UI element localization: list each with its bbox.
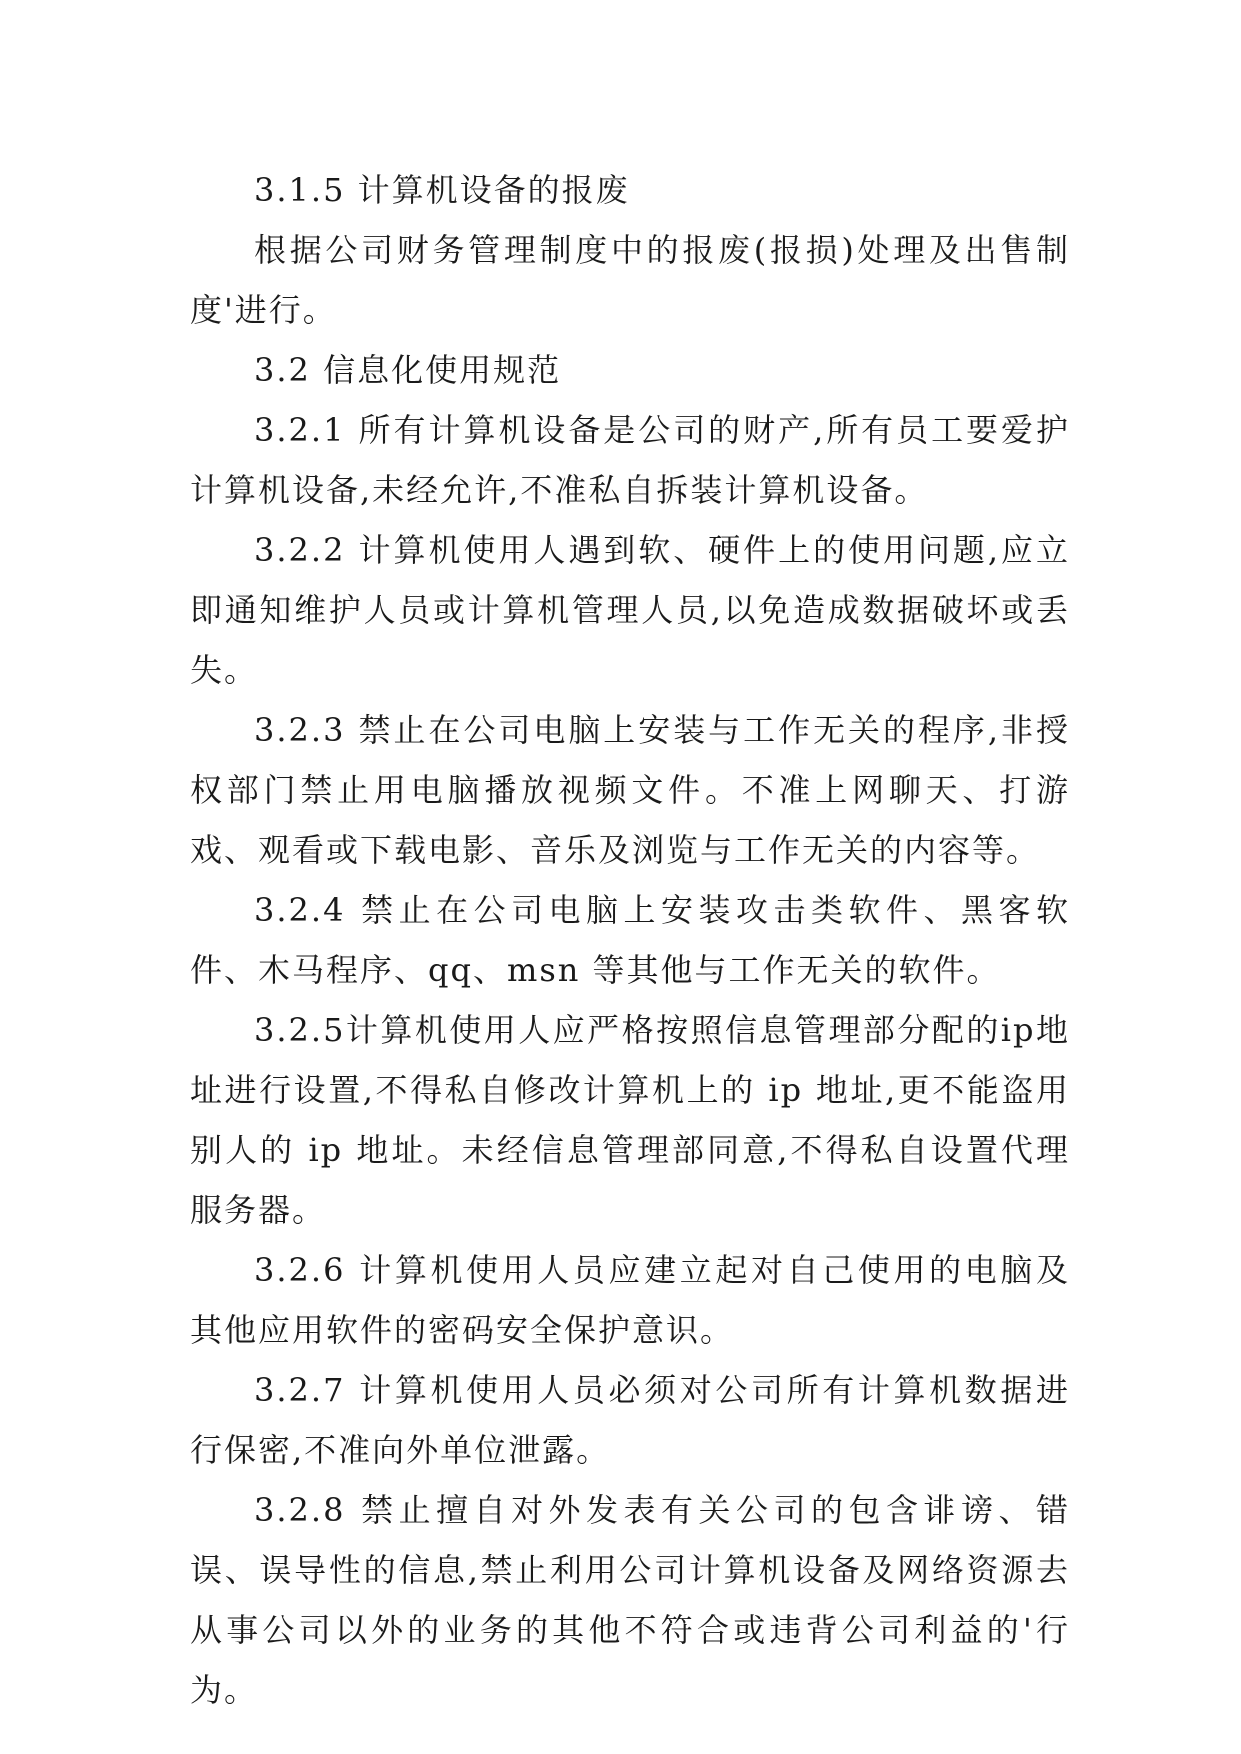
section-heading-3-1-5: 3.1.5 计算机设备的报废: [254, 171, 630, 209]
paragraph-3-2-6: 3.2.6 计算机使用人员应建立起对自己使用的电脑及其他应用软件的密码安全保护意识。: [190, 1251, 1070, 1349]
paragraph-3-2-8: 3.2.8 禁止擅自对外发表有关公司的包含诽谤、错误、误导性的信息,禁止利用公司计算机设备及网络资源去从事公司以外的业务的其他不符合或违背公司利益的'行为。: [190, 1491, 1070, 1709]
document-body: [190, 160, 1070, 1720]
paragraph-scrap-policy: 根据公司财务管理制度中的报废(报损)处理及出售制度'进行。: [190, 231, 1070, 329]
paragraph-3-2-4: 3.2.4 禁止在公司电脑上安装攻击类软件、黑客软件、木马程序、qq、msn 等其他与工作无关的软件。: [190, 891, 1070, 989]
paragraph-3-2-3: 3.2.3 禁止在公司电脑上安装与工作无关的程序,非授权部门禁止用电脑播放视频文件。不准上网聊天、打游戏、观看或下载电影、音乐及浏览与工作无关的内容等。: [190, 711, 1070, 869]
paragraph-3-2-7: 3.2.7 计算机使用人员必须对公司所有计算机数据进行保密,不准向外单位泄露。: [190, 1371, 1070, 1469]
paragraph-3-2-5: 3.2.5计算机使用人应严格按照信息管理部分配的ip地址进行设置,不得私自修改计算机上的 ip 地址,更不能盗用别人的 ip 地址。未经信息管理部同意,不得私自设置代理服务器。: [190, 1011, 1070, 1229]
paragraph-3-2-1: 3.2.1 所有计算机设备是公司的财产,所有员工要爱护计算机设备,未经允许,不准私自拆装计算机设备。: [190, 411, 1070, 509]
paragraph-3-2-2: 3.2.2 计算机使用人遇到软、硬件上的使用问题,应立即通知维护人员或计算机管理人员,以免造成数据破坏或丢失。: [190, 531, 1070, 689]
section-heading-3-2: 3.2 信息化使用规范: [254, 351, 562, 389]
